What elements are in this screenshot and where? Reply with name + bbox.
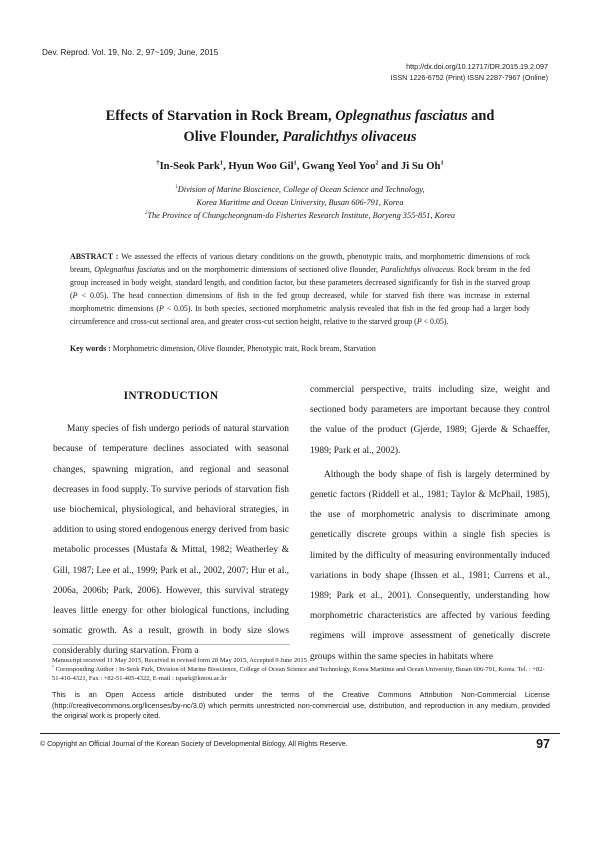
affiliation-text: Division of Marine Bioscience, College of Ocean Science and Technology, [177,185,425,194]
species-name: Paralichthys olivaceus [380,265,454,274]
affiliation-mark: 1 [440,159,444,167]
copyright-notice: © Copyright an Official Journal of the Korean Society of Developmental Biology. All Rights Reserve. [40,741,348,748]
body-paragraph: Although the body shape of fish is largely determined by genetic factors (Riddell et al., 1981; Taylor & McPhail, 1985), the use of morphometric analysis to discriminate among genetically discrete groups within a single fish species is limited by the difficulty of measuring environmentally induced variations in body shape (Ihssen et al., 1981; Currens et al., 1989; Park et al., 2001). Consequently, understanding how morphometric characteristics are affected by various feeding regimens will improve assessment of genetically discrete groups within the same species in habitats where [310,469,550,662]
abstract-text: We assessed the effects of various dietary conditions on the growth, phenotypic traits, and morphometric dimensions of rock bream, [70,252,531,274]
keywords [70,344,530,353]
affiliation-mark: 1 [293,159,297,167]
p-value-symbol: P [159,304,164,313]
page-number: 97 [536,737,550,751]
right-column [310,380,550,667]
species-name: Oplegnathus fasciatus [335,108,468,124]
footer-divider [40,733,560,734]
affiliation-mark: 2 [144,211,148,217]
journal-citation: Dev. Reprod. Vol. 19, No. 2, 97~109, June, 2015 [42,48,219,57]
affiliation-1 [60,183,540,196]
p-value-symbol: P [416,317,422,326]
author-name: and Ji Su Oh [378,161,441,172]
title-line-2 [60,127,540,148]
affiliation-mark: 1 [219,159,224,167]
body-paragraph: commercial perspective, traits including size, weight and sectioned body parameters are important because they control the value of the product (Gjerde, 1989; Gjerde & Schaeffer, 1989; Park et al., 2002). [310,385,550,456]
footnote-divider [52,644,290,645]
abstract-text: and on the morphometric dimensions of sectioned olive flounder, [165,265,381,274]
author-name: In-Seok Park [159,161,220,172]
section-heading: INTRODUCTION [123,390,219,402]
abstract-label: ABSTRACT : [70,252,119,261]
abstract-text: < 0.05). In both species, sectioned morphometric analysis revealed that fish in the fed group had a larger body circumference and cross-cut sectional area, and greater cross-cut section height, relative to the starved group ( [70,304,530,326]
affiliation-mark: 2 [375,159,379,167]
affiliation-mark: 1 [175,185,178,191]
corresponding-author [52,665,550,683]
abstract-text: < 0.05). [421,317,449,326]
corresponding-mark: † [52,664,54,669]
species-name: Paralichthys olivaceus [282,129,417,145]
doi-issn-block [391,61,548,83]
manuscript-dates: Manuscript received 11 May 2015, Received in revised form 28 May 2015, Accepted 9 June 2015 [52,657,307,664]
left-column [53,386,289,662]
affiliations [60,183,540,222]
title-line-1 [60,106,540,127]
issn-line: ISSN 1226-6752 (Print) ISSN 2287-7967 (Online) [390,73,548,82]
corresponding-text: Corresponding Author : In-Seok Park, Division of Marine Bioscience, College of Ocean Science and Technology, Korea Maritime and Ocean University, Busan 606-791, Korea. Tel. : +82-51-410-4321, Fax : +82-51-405-4322, E-mail : ispark@kmou.ac.kr [52,666,545,682]
keywords-label: Key words : [70,344,111,353]
corresponding-mark: † [156,159,160,167]
affiliation-text: The Province of Chungcheongnam-do Fisheries Research Institute, Boryeng 355-851, Korea [147,211,456,220]
open-access-license: This is an Open Access article distributed under the terms of the Creative Commons Attribution Non-Commercial License (http://creativecommons.org/licenses/by-nc/3.0) which permits unrestricted non-commercial use, distribution, and reproduction in any medium, provided the original work is properly cited. [52,690,550,721]
title-text: and [467,108,495,124]
body-paragraph: Many species of fish undergo periods of natural starvation because of temperature declines associated with seasonal changes, spawning migration, and regional and seasonal decreases in food supply. To survive periods of starvation fish use biochemical, physiological, and behavioral strategies, in addition to using stored endogenous energy derived from basic metabolic processes (Mustafa & Mittal, 1982; Weatherley & Gill, 1987; Lee et al., 1999; Park et al., 2002, 2007; Hur et al., 2006a, 2006b; Park, 2006). However, this survival strategy leaves little energy for other biological functions, including somatic growth. As a result, growth in body size slows considerably during starvation. From a [53,424,289,657]
affiliation-2 [60,209,540,222]
author-name: , Gwang Yeol Yoo [296,161,376,172]
article-title [60,106,540,148]
affiliation-1-cont: Korea Maritime and Ocean University, Busan 606-791, Korea [196,198,404,207]
doi-link[interactable]: http://dx.doi.org/10.12717/DR.2015.19.2.097 [406,62,548,71]
author-list [60,161,540,172]
species-name: Oplegnathus fasciatus [94,265,166,274]
abstract [70,250,530,328]
footnotes [52,656,550,683]
keywords-text: Morphometric dimension, Olive flounder, Phenotypic trait, Rock bream, Starvation [110,344,376,353]
p-value-symbol: P [72,291,78,300]
title-text: Olive Flounder, [183,129,283,145]
title-text: Effects of Starvation in Rock Bream, [105,108,336,124]
author-name: , Hyun Woo Gil [223,161,294,172]
abstract-text: . Rock bream in the fed group increased in body weight, standard length, and condition factor, but these parameters decreased significantly for fish in the starved group ( [70,265,530,300]
abstract-text: < 0.05). The head connection dimensions of fish in the fed group decreased, while for starved fish there was increase in external morphometric dimensions ( [70,291,530,313]
